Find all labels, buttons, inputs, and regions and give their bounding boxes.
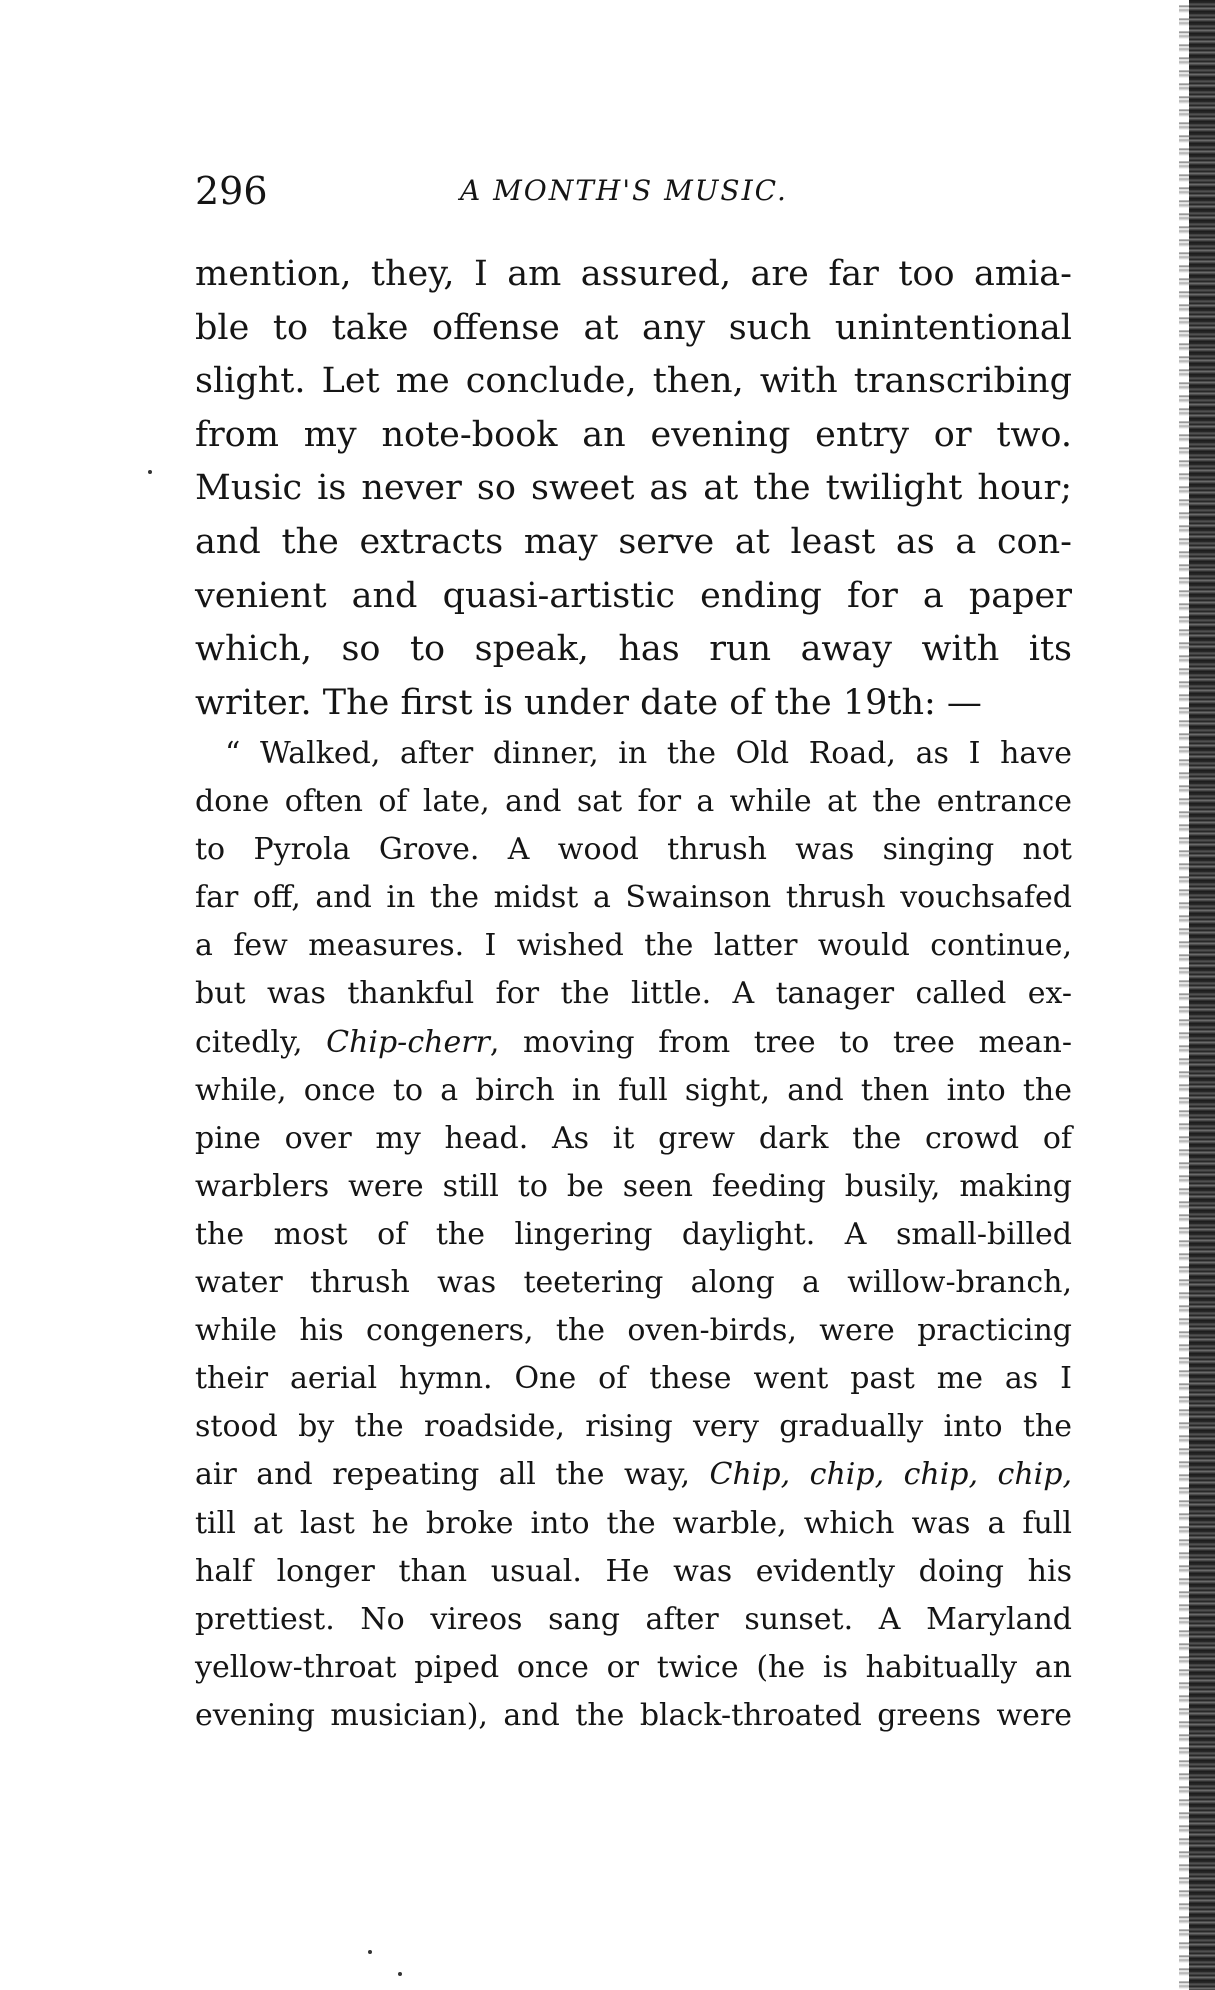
quote-line: yellow-throat piped once or twice (he is habitually an bbox=[195, 1649, 1072, 1685]
quote-line: their aerial hymn. One of these went past me as I bbox=[195, 1361, 1072, 1397]
quote-line-text: air and repeating all the way, bbox=[195, 1457, 710, 1493]
journal-extract bbox=[195, 730, 1072, 1740]
text-line: which, so to speak, has run away with its bbox=[195, 629, 1072, 670]
text-line: ble to take offense at any such unintentional bbox=[195, 307, 1072, 348]
quote-line: half longer than usual. He was evidently doing his bbox=[195, 1553, 1072, 1589]
text-line: venient and quasi-artistic ending for a paper bbox=[195, 575, 1072, 616]
quote-line: a few measures. I wished the latter would continue, bbox=[195, 928, 1072, 964]
text-line: Music is never so sweet as at the twilight hour; bbox=[195, 468, 1072, 509]
quote-line-text: citedly, bbox=[195, 1024, 327, 1060]
quote-line bbox=[195, 1019, 1072, 1067]
quote-line: stood by the roadside, rising very gradually into the bbox=[195, 1409, 1072, 1445]
quote-line: to Pyrola Grove. A wood thrush was singing not bbox=[195, 832, 1072, 868]
quote-line: prettiest. No vireos sang after sunset. A Maryland bbox=[195, 1601, 1072, 1637]
quote-line: far off, and in the midst a Swainson thrush vouchsafed bbox=[195, 880, 1072, 916]
quote-line: evening musician), and the black-throated greens were bbox=[195, 1697, 1072, 1733]
quote-line: while his congeners, the oven-birds, were practicing bbox=[195, 1313, 1072, 1349]
main-paragraph bbox=[195, 248, 1072, 730]
quote-line: the most of the lingering daylight. A small-billed bbox=[195, 1216, 1072, 1252]
quote-line: but was thankful for the little. A tanager called ex- bbox=[195, 976, 1072, 1012]
quote-line-text: , moving from tree to tree mean- bbox=[489, 1024, 1072, 1060]
text-line: slight. Let me conclude, then, with transcribing bbox=[195, 361, 1072, 402]
text-line: and the extracts may serve at least as a con- bbox=[195, 521, 1072, 562]
quote-line: done often of late, and sat for a while at the entrance bbox=[195, 784, 1072, 820]
ink-speck bbox=[368, 1950, 372, 1954]
text-line: mention, they, I am assured, are far too amia- bbox=[195, 254, 1072, 294]
ink-speck bbox=[148, 470, 152, 474]
page-header bbox=[195, 168, 1075, 214]
page-number: 296 bbox=[195, 169, 268, 213]
ink-speck bbox=[398, 1972, 402, 1976]
quote-line: pine over my head. As it grew dark the crowd of bbox=[195, 1120, 1072, 1156]
quote-line: warblers were still to be seen feeding busily, making bbox=[195, 1168, 1072, 1204]
bird-call-italic: Chip, chip, chip, chip, bbox=[709, 1457, 1072, 1493]
text-line: from my note-book an evening entry or two. bbox=[195, 414, 1072, 455]
quote-line: while, once to a birch in full sight, and then into the bbox=[195, 1072, 1072, 1108]
text-line: writer. The first is under date of the 19th: — bbox=[195, 682, 982, 723]
page-edge-shadow bbox=[1189, 0, 1215, 1990]
quote-line: “ Walked, after dinner, in the Old Road, as I have bbox=[225, 736, 1072, 771]
quote-line bbox=[195, 1451, 1072, 1499]
quote-line: water thrush was teetering along a willow-branch, bbox=[195, 1265, 1072, 1301]
bird-call-italic: Chip-cherr bbox=[326, 1024, 490, 1060]
running-title: A MONTH'S MUSIC. bbox=[460, 174, 788, 207]
quote-line: till at last he broke into the warble, which was a full bbox=[195, 1505, 1072, 1541]
